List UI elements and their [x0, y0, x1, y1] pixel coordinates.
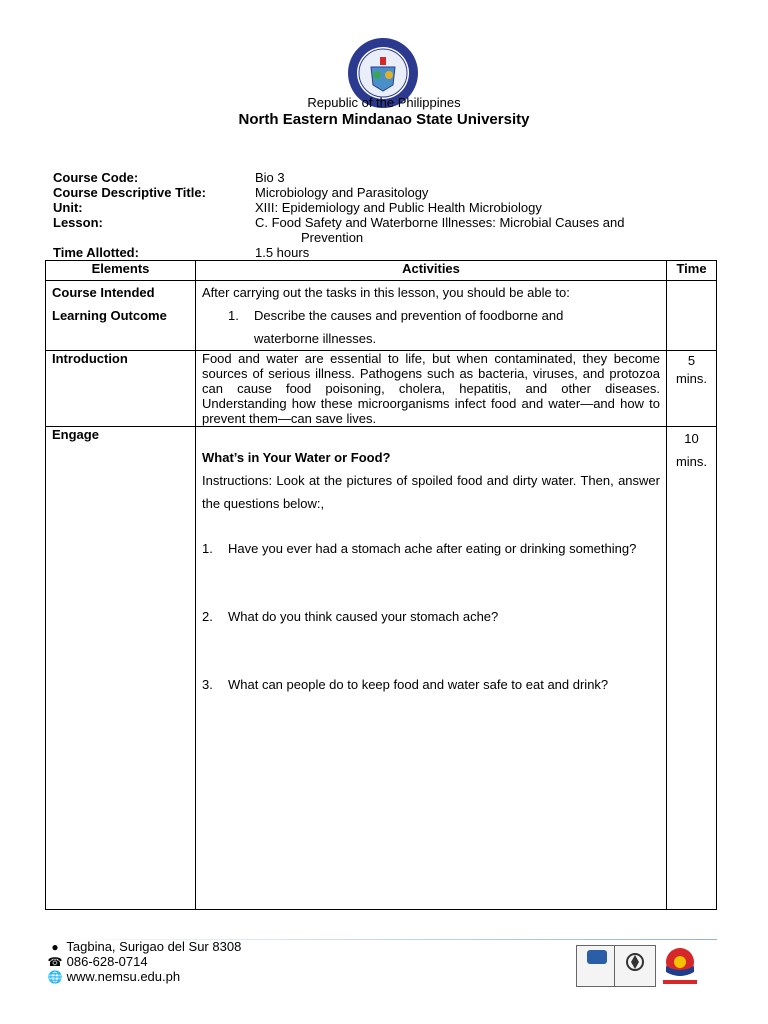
website-link[interactable]: www.nemsu.edu.ph [66, 969, 181, 984]
cilo-intro: After carrying out the tasks in this lesson, you should be able to: [202, 285, 570, 300]
lesson-value-cont: Prevention [301, 230, 364, 245]
cilo-item-line2: waterborne illnesses. [254, 331, 377, 346]
list-item: 1. Have you ever had a stomach ache after eating or drinking something? [202, 541, 637, 556]
tuv-iso-logo [576, 945, 618, 987]
table-row [46, 351, 717, 427]
course-title-value: Microbiology and Parasitology [255, 185, 429, 200]
table-row [46, 427, 717, 910]
engage-activity [196, 427, 667, 910]
time-allotted-value: 1.5 hours [255, 245, 310, 260]
course-code-value: Bio 3 [255, 170, 285, 185]
time-allotted-label: Time Allotted: [53, 245, 139, 260]
introduction-text: Food and water are essential to life, but when contaminated, they become sources of serious illness. Pathogens such as bacteria, viruses, and protozoa can cause food poisoning, cholera, hepatitis, and other diseases. Understanding how these microorganisms infect food and water—and how to prevent them—can save lives. [196, 351, 667, 427]
cilo-element-line1: Course Intended [52, 285, 155, 300]
course-title-label: Course Descriptive Title: [53, 185, 206, 200]
address-text: Tagbina, Surigao del Sur 8308 [66, 939, 242, 954]
course-code-label: Course Code: [53, 170, 139, 185]
engage-element: Engage [46, 427, 196, 910]
footer-address [47, 939, 241, 954]
footer-website[interactable] [47, 969, 180, 984]
unit-label: Unit: [53, 200, 83, 215]
cilo-time [667, 281, 717, 351]
engage-time-unit: mins. [675, 454, 708, 469]
table-row [46, 281, 717, 351]
lesson-value: C. Food Safety and Waterborne Illnesses: Microbial Causes and [255, 215, 625, 230]
list-item: 3. What can people do to keep food and water safe to eat and drink? [202, 677, 609, 692]
lesson-plan-table [45, 260, 717, 910]
cilo-item-line1: Describe the causes and prevention of foodborne and [254, 308, 564, 323]
engage-time-num: 10 [684, 431, 699, 446]
phone-text: 086-628-0714 [66, 954, 148, 969]
header-elements: Elements [46, 261, 196, 281]
cilo-element-line2: Learning Outcome [52, 308, 167, 323]
location-pin-icon: ● [51, 940, 59, 954]
course-info [53, 170, 733, 260]
engage-questions [202, 537, 660, 696]
engage-time [667, 427, 717, 910]
introduction-time [667, 351, 717, 427]
header-activities: Activities [196, 261, 667, 281]
introduction-time-unit: mins. [675, 371, 708, 386]
republic-label: Republic of the Philippines [307, 95, 461, 110]
unit-value: XIII: Epidemiology and Public Health Microbiology [255, 200, 542, 215]
engage-instructions: Instructions: Look at the pictures of spoiled food and dirty water. Then, answer the questions below:, [202, 473, 660, 511]
introduction-time-num: 5 [687, 353, 696, 368]
university-name: North Eastern Mindanao State University [238, 111, 530, 128]
globe-icon: 🌐 [47, 970, 63, 984]
phone-icon: ☎ [47, 955, 63, 969]
list-item: 2. What do you think caused your stomach ache? [202, 609, 499, 624]
engage-title: What’s in Your Water or Food? [202, 450, 391, 465]
header-time: Time [667, 261, 717, 281]
cilo-activity [196, 281, 667, 351]
ukas-logo [614, 945, 656, 987]
cilo-item-num: 1. [228, 308, 239, 323]
footer-phone [47, 954, 148, 969]
bagong-pilipinas-logo [655, 942, 705, 988]
introduction-element: Introduction [46, 351, 196, 427]
lesson-label: Lesson: [53, 215, 103, 230]
cilo-element [46, 281, 196, 351]
